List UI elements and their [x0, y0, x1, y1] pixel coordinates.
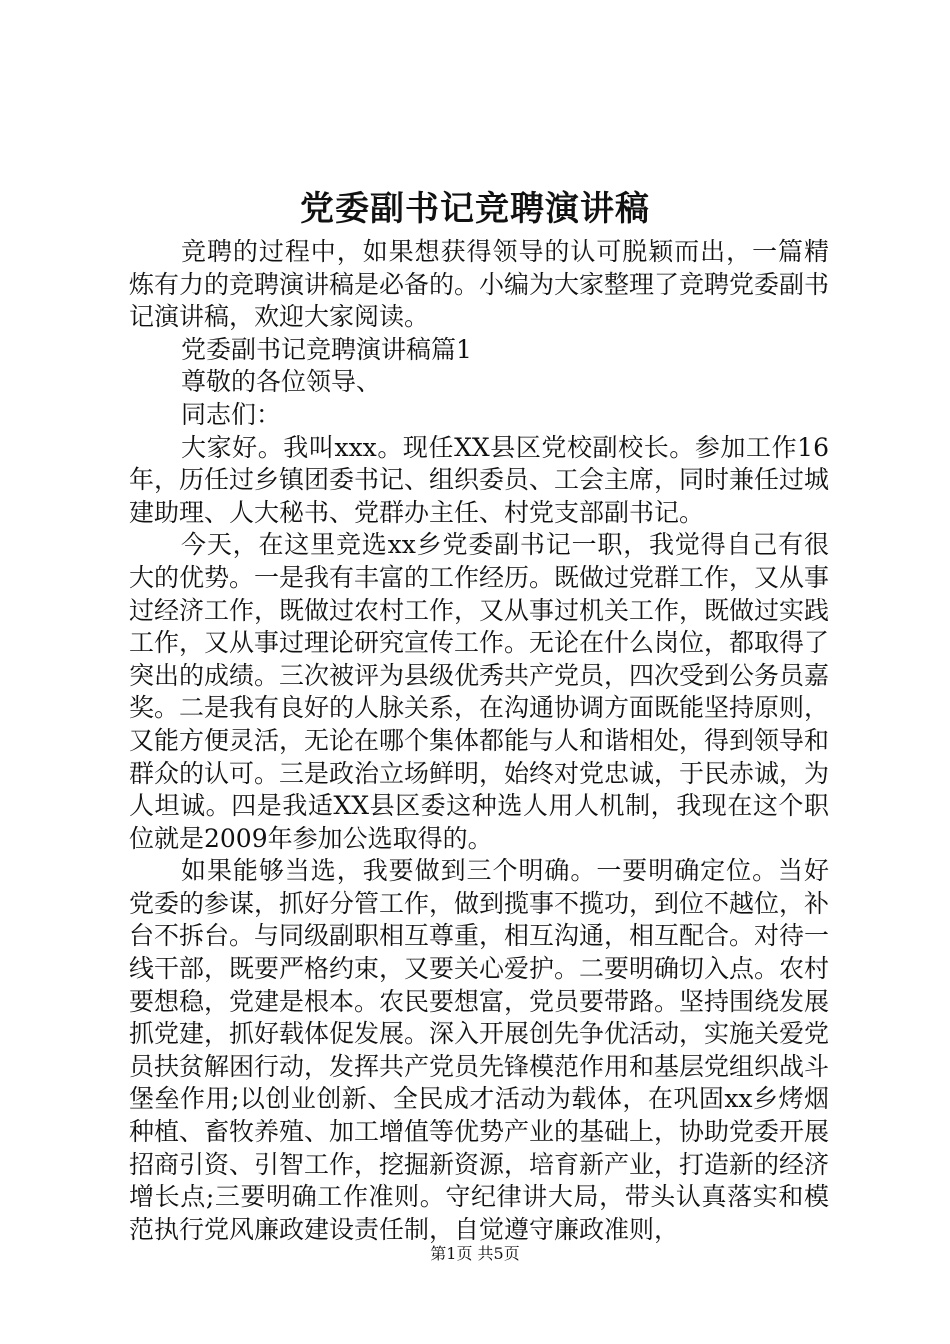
- paragraph-salutation: 尊敬的各位领导、: [181, 367, 382, 397]
- paragraph-goals: 如果能够当选，我要做到三个明确。一要明确定位。当好党委的参谋，抓好分管工作，做到揽事不揽功，到位不越位，补台不拆台。与同级副职相互尊重，相互沟通，相互配合。对待一线干部，既要严格约束，又要关心爱护。二要明确切入点。农村要想稳，党建是根本。农民要想富，党员要带路。坚持围绕发展抓党建，抓好载体促发展。深入开展创先争优活动，实施关爱党员扶贫解困行动，发挥共产党员先锋模范作用和基层党组织战斗堡垒作用;以创业创新、全民成才活动为载体，在巩固xx乡烤烟种植、畜牧养殖、加工增值等优势产业的基础上，协助党委开展招商引资、引智工作，挖掘新资源，培育新产业，打造新的经济增长点;三要明确工作准则。守纪律讲大局，带头认真落实和模范执行党风廉政建设责任制，自觉遵守廉政准则，: [129, 856, 830, 1244]
- paragraph-salutation-2: 同志们：: [181, 399, 282, 429]
- paragraph-self-introduction: 大家好。我叫xxx。现任XX县区党校副校长。参加工作16年，历任过乡镇团委书记、组织委员、工会主席，同时兼任过城建助理、人大秘书、党群办主任、村党支部副书记。: [129, 432, 830, 527]
- document-body: [129, 236, 829, 1246]
- paragraph-intro: 竞聘的过程中，如果想获得领导的认可脱颖而出，一篇精炼有力的竞聘演讲稿是必备的。小编为大家整理了竞聘党委副书记演讲稿，欢迎大家阅读。: [129, 237, 830, 332]
- paragraph-section-heading: 党委副书记竞聘演讲稿篇1: [181, 334, 472, 364]
- page-footer: 第1页 共5页: [430, 1244, 520, 1263]
- paragraph-advantages: 今天，在这里竞选xx乡党委副书记一职，我觉得自己有很大的优势。一是我有丰富的工作经历。既做过党群工作，又从事过经济工作，既做过农村工作，又从事过机关工作，既做过实践工作，又从事过理论研究宣传工作。无论在什么岗位，都取得了突出的成绩。三次被评为县级优秀共产党员，四次受到公务员嘉奖。二是我有良好的人脉关系，在沟通协调方面既能坚持原则，又能方便灵活，无论在哪个集体都能与人和谐相处，得到领导和群众的认可。三是政治立场鲜明，始终对党忠诚，于民赤诚，为人坦诚。四是我适XX县区委这种选人用人机制，我现在这个职位就是2009年参加公选取得的。: [129, 530, 830, 853]
- document-title: 党委副书记竞聘演讲稿: [300, 189, 650, 229]
